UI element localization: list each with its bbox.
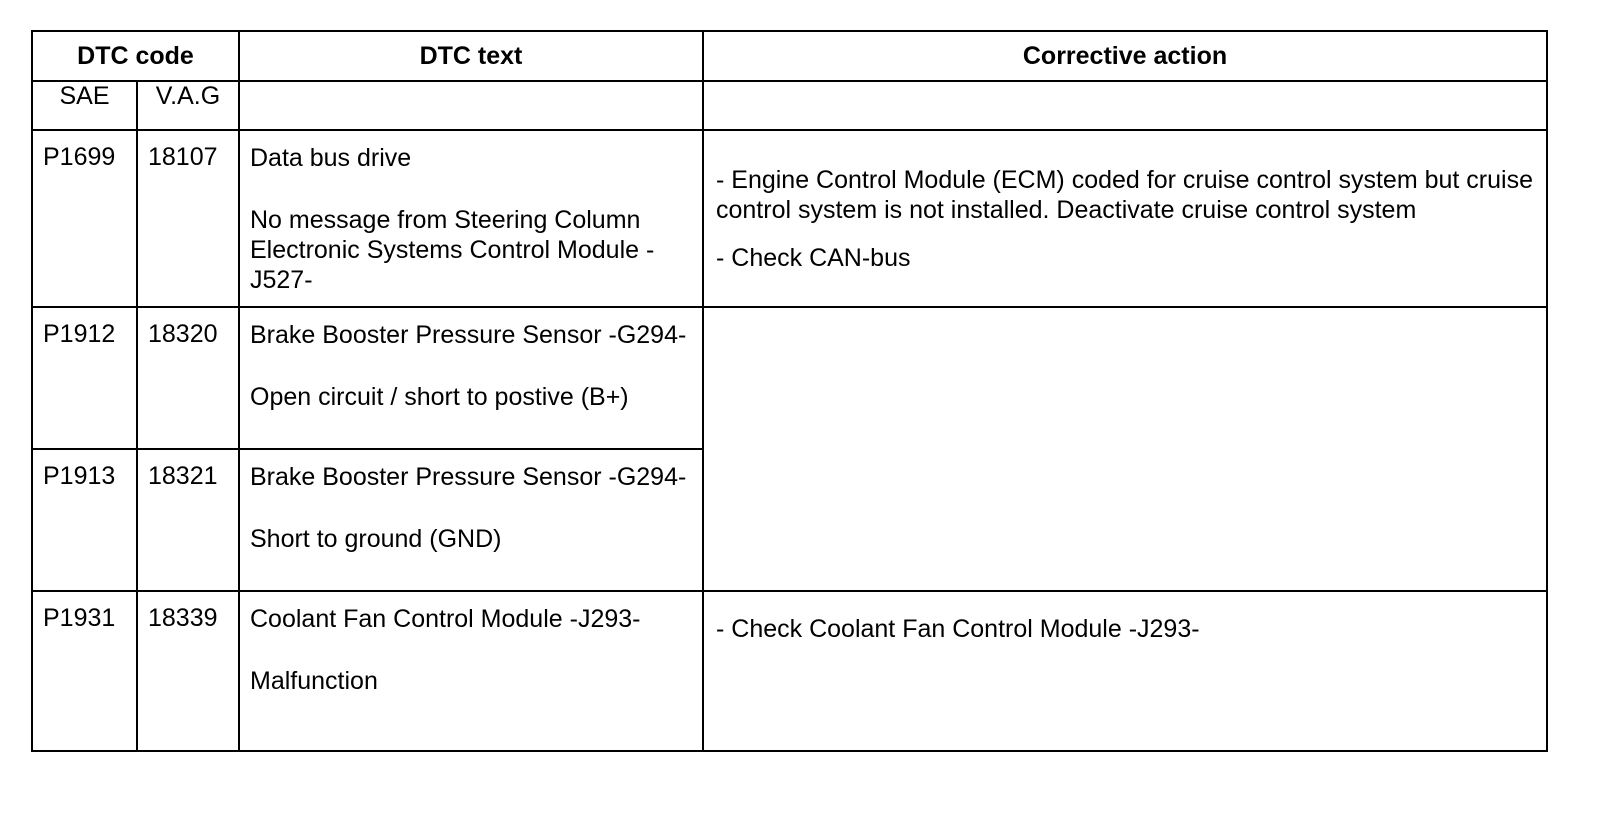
subheader-empty-action: [703, 81, 1547, 130]
header-row: [32, 31, 1547, 81]
dtc-text-cell: [239, 591, 703, 751]
table-row: [32, 307, 1547, 449]
vag-code: 18339: [137, 591, 239, 751]
dtc-text-cell: [239, 449, 703, 591]
dtc-text-main: Brake Booster Pressure Sensor -G294-: [250, 321, 687, 349]
corrective-action-line: - Check Coolant Fan Control Module -J293-: [716, 615, 1200, 643]
dtc-text-main: Brake Booster Pressure Sensor -G294-: [250, 463, 687, 491]
dtc-table: [31, 30, 1548, 752]
subheader-empty-text: [239, 81, 703, 130]
vag-code: 18321: [137, 449, 239, 591]
corrective-action-line: - Engine Control Module (ECM) coded for cruise control system but cruise control system is not installed. Deactivate cruise control system: [716, 165, 1533, 224]
dtc-text-cell: [239, 307, 703, 449]
corrective-action-cell: [703, 591, 1547, 751]
sae-code: P1912: [32, 307, 137, 449]
subheader-vag: V.A.G: [137, 81, 239, 130]
dtc-text-detail: Short to ground (GND): [250, 525, 502, 553]
header-dtc-code: DTC code: [32, 31, 239, 81]
dtc-text-detail: Open circuit / short to postive (B+): [250, 383, 629, 411]
sae-code: P1931: [32, 591, 137, 751]
corrective-action-line: - Check CAN-bus: [716, 243, 911, 272]
vag-code: 18107: [137, 130, 239, 307]
dtc-text-detail: Malfunction: [250, 667, 378, 695]
corrective-action-cell: [703, 130, 1547, 307]
dtc-text-main: Coolant Fan Control Module -J293-: [250, 605, 641, 633]
subheader-row: [32, 81, 1547, 130]
table-row: [32, 130, 1547, 307]
dtc-text-main: Data bus drive: [250, 144, 412, 172]
table-row: [32, 591, 1547, 751]
header-dtc-text: DTC text: [239, 31, 703, 81]
sae-code: P1913: [32, 449, 137, 591]
corrective-action-cell-empty: [703, 307, 1547, 591]
sae-code: P1699: [32, 130, 137, 307]
header-corrective-action: Corrective action: [703, 31, 1547, 81]
dtc-text-cell: [239, 130, 703, 307]
dtc-text-detail: No message from Steering Column Electronic Systems Control Module -J527-: [250, 206, 655, 294]
vag-code: 18320: [137, 307, 239, 449]
subheader-sae: SAE: [32, 81, 137, 130]
